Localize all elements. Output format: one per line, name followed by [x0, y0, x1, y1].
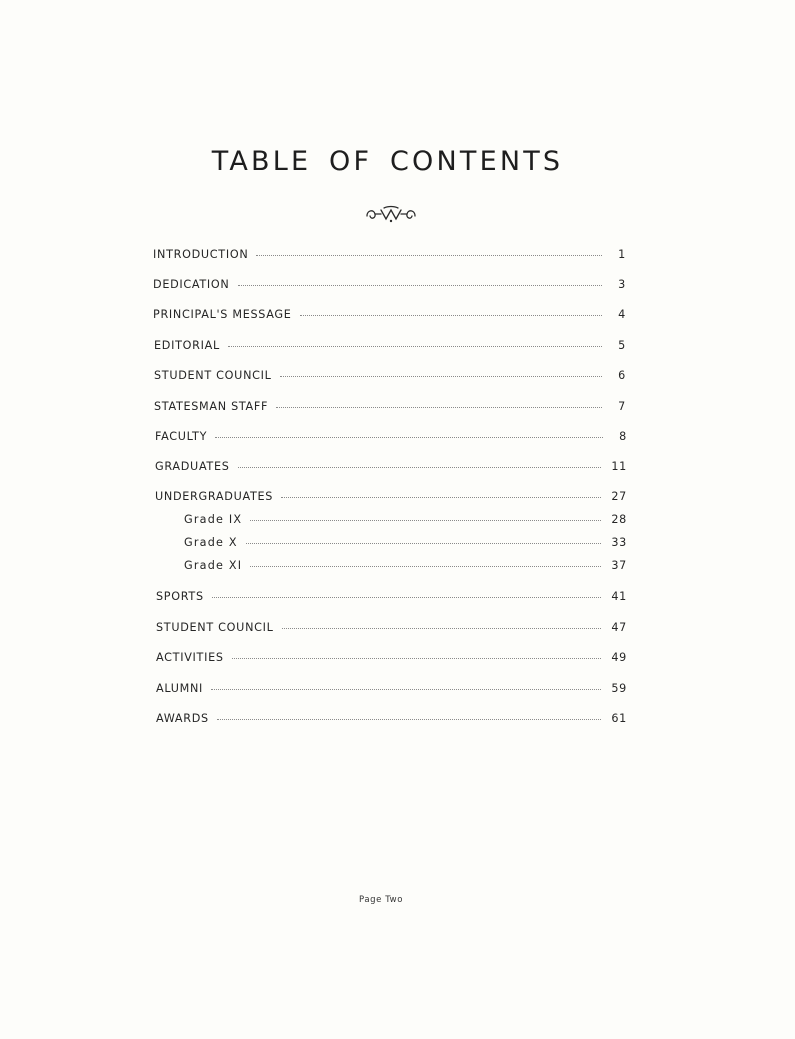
- toc-subentry-grade-ix[interactable]: [184, 513, 627, 529]
- toc-entry-label: GRADUATES: [155, 460, 230, 473]
- dot-leader: [228, 346, 602, 347]
- toc-entry-undergraduates[interactable]: [155, 490, 627, 506]
- dot-leader: [211, 689, 601, 690]
- toc-entry-page: 8: [619, 430, 627, 443]
- toc-entry-page: 37: [611, 559, 627, 572]
- toc-subentry-grade-xi[interactable]: [184, 559, 627, 575]
- toc-entry-faculty[interactable]: [155, 430, 627, 446]
- toc-entry-label: STATESMAN STAFF: [154, 400, 269, 413]
- dot-leader: [281, 497, 601, 498]
- toc-entry-page: 61: [611, 712, 627, 725]
- toc-entry-page: 49: [611, 651, 627, 664]
- dot-leader: [232, 658, 602, 659]
- dot-leader: [250, 520, 601, 521]
- toc-entry-graduates[interactable]: [155, 460, 627, 476]
- toc-entry-label: UNDERGRADUATES: [155, 490, 274, 503]
- toc-entry-label: SPORTS: [156, 590, 204, 603]
- toc-entry-label: Grade X: [184, 536, 238, 549]
- toc-entry-page: 27: [611, 490, 627, 503]
- dot-leader: [215, 437, 603, 438]
- toc-entry-label: DEDICATION: [153, 278, 230, 291]
- toc-entry-awards[interactable]: [156, 712, 627, 728]
- toc-entry-page: 4: [618, 308, 626, 321]
- toc-entry-principals-message[interactable]: [153, 308, 626, 324]
- dot-leader: [238, 285, 602, 286]
- toc-entry-alumni[interactable]: [156, 682, 627, 698]
- toc-entry-label: STUDENT COUNCIL: [154, 369, 272, 382]
- toc-entry-label: ALUMNI: [156, 682, 204, 695]
- toc-entry-editorial[interactable]: [154, 339, 626, 355]
- toc-entry-label: EDITORIAL: [154, 339, 220, 352]
- toc-entry-page: 11: [611, 460, 627, 473]
- toc-entry-sports[interactable]: [156, 590, 627, 606]
- toc-entry-label: Grade XI: [184, 559, 243, 572]
- toc-entry-student-council-2[interactable]: [156, 621, 627, 637]
- toc-entry-activities[interactable]: [156, 651, 627, 667]
- dot-leader: [212, 597, 602, 598]
- toc-entry-page: 41: [611, 590, 627, 603]
- toc-entry-page: 5: [618, 339, 626, 352]
- toc-entry-student-council[interactable]: [154, 369, 626, 385]
- toc-subentry-grade-x[interactable]: [184, 536, 627, 552]
- toc-entry-label: STUDENT COUNCIL: [156, 621, 274, 634]
- toc-entry-label: FACULTY: [155, 430, 208, 443]
- dot-leader: [238, 467, 602, 468]
- toc-entry-page: 59: [611, 682, 627, 695]
- dot-leader: [280, 376, 602, 377]
- toc-entry-page: 3: [618, 278, 626, 291]
- dot-leader: [217, 719, 602, 720]
- toc-entry-page: 47: [611, 621, 627, 634]
- toc-entry-statesman-staff[interactable]: [154, 400, 626, 416]
- toc-entry-page: 33: [611, 536, 627, 549]
- toc-entry-page: 1: [618, 248, 626, 261]
- dot-leader: [282, 628, 602, 629]
- toc-entry-page: 28: [611, 513, 627, 526]
- dot-leader: [300, 315, 602, 316]
- page-number-footer: Page Two: [358, 895, 404, 905]
- toc-entry-label: PRINCIPAL'S MESSAGE: [153, 308, 292, 321]
- dot-leader: [256, 255, 602, 256]
- dot-leader: [276, 407, 602, 408]
- toc-entry-introduction[interactable]: [153, 248, 626, 264]
- dot-leader: [250, 566, 601, 567]
- toc-entry-label: Grade IX: [184, 513, 243, 526]
- toc-entry-page: 6: [618, 369, 626, 382]
- toc-entry-label: INTRODUCTION: [153, 248, 249, 261]
- toc-entry-label: ACTIVITIES: [156, 651, 224, 664]
- toc-entry-label: AWARDS: [156, 712, 209, 725]
- toc-entry-dedication[interactable]: [153, 278, 626, 294]
- page-title: TABLE OF CONTENTS: [211, 146, 564, 177]
- dot-leader: [246, 543, 602, 544]
- toc-entry-page: 7: [618, 400, 626, 413]
